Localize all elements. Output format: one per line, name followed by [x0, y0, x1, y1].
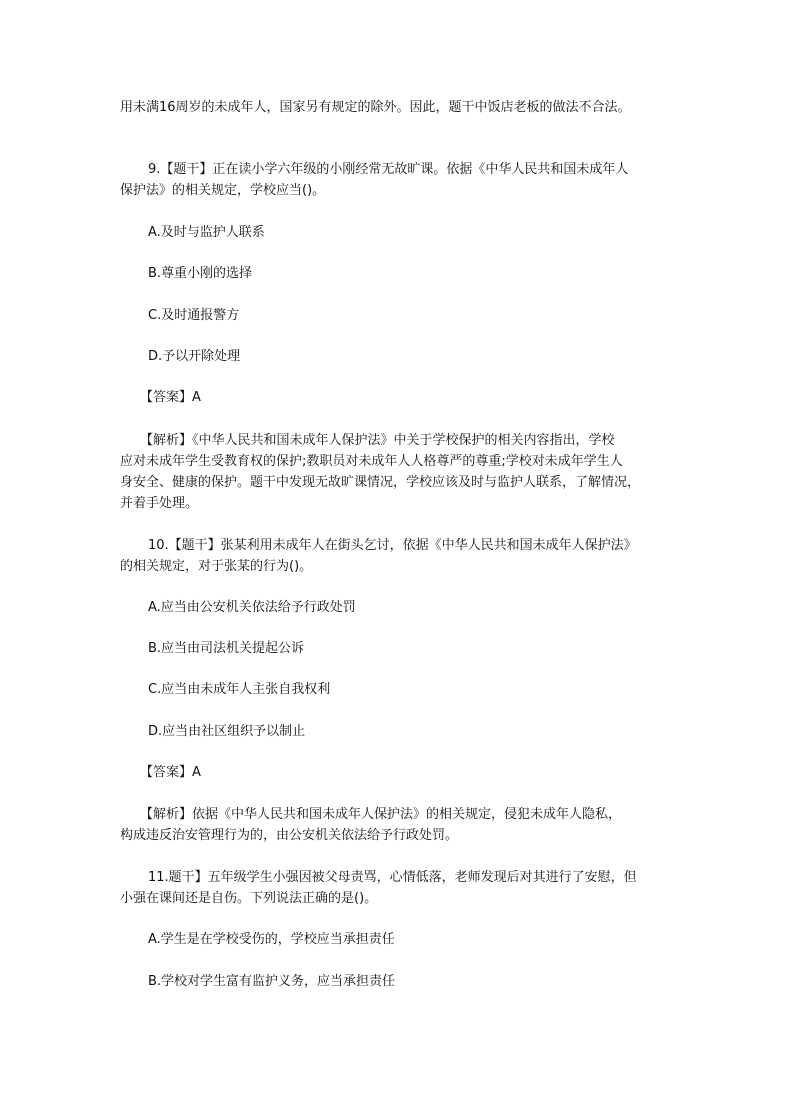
q10-answer: 【答案】A: [140, 765, 201, 780]
q11-stem: [148, 867, 688, 888]
q9-stem: [148, 159, 688, 180]
q10-option-d: D.应当由社区组织予以制止: [148, 724, 306, 739]
q9-stem-line-1: 9.【题干】正在读小学六年级的小刚经常无故旷课。依据《中华人民共和国未成年人: [148, 162, 629, 177]
q10-analysis-first: [140, 804, 680, 825]
q11-option-a: A.学生是在学校受伤的，学校应当承担责任: [148, 932, 395, 947]
q9-analysis-line-4: 并着手处理。: [120, 496, 199, 511]
q9-analysis-first: [140, 430, 680, 451]
q9-option-a: A.及时与监护人联系: [148, 225, 265, 240]
q9-analysis-line-3: 身安全、健康的保护。题干中发现无故旷课情况，学校应该及时与监护人联系，了解情况，: [120, 475, 641, 490]
q10-option-c: C.应当由未成年人主张自我权利: [148, 682, 331, 697]
q9-analysis-line-2: 应对未成年学生受教育权的保护;教职员对未成年人人格尊严的尊重;学校对未成年学生人: [120, 454, 623, 469]
q10-analysis-line-2: 构成违反治安管理行为的，由公安机关依法给予行政处罚。: [120, 828, 459, 843]
q9-analysis-line-1: 【解析】《中华人民共和国未成年人保护法》中关于学校保护的相关内容指出，学校: [140, 433, 615, 448]
q10-analysis-line-1: 【解析】依据《中华人民共和国未成年人保护法》的相关规定，侵犯未成年人隐私，: [140, 807, 622, 822]
q10-option-b: B.应当由司法机关提起公诉: [148, 641, 305, 656]
intro-line: 用未满16周岁的未成年人，国家另有规定的除外。因此，题干中饭店老板的做法不合法。: [120, 100, 631, 115]
q11-option-b: B.学校对学生富有监护义务，应当承担责任: [148, 974, 396, 989]
q10-option-a: A.应当由公安机关依法给予行政处罚: [148, 600, 356, 615]
q10-analysis-rest: [120, 825, 680, 846]
intro-paragraph: [120, 97, 680, 118]
q10-stem-line-2: 的相关规定，对于张某的行为()。: [120, 559, 313, 574]
q10-stem-line-1: 10.【题干】张某利用未成年人在街头乞讨，依据《中华人民共和国未成年人保护法》: [148, 538, 637, 553]
q9-option-b: B.尊重小刚的选择: [148, 266, 253, 281]
q10-stem: [148, 535, 688, 556]
q9-option-c: C.及时通报警方: [148, 308, 240, 323]
q11-stem-cont: [120, 888, 680, 909]
q10-stem-cont: [120, 556, 680, 577]
q9-answer: 【答案】A: [140, 390, 201, 405]
q11-stem-line-1: 11.题干】五年级学生小强因被父母责骂，心情低落，老师发现后对其进行了安慰，但: [148, 870, 637, 885]
q9-stem-cont: [120, 180, 680, 201]
q9-analysis-rest: [120, 451, 680, 514]
q9-option-d: D.予以开除处理: [148, 349, 241, 364]
q11-stem-line-2: 小强在课间还是自伤。下列说法正确的是()。: [120, 891, 378, 906]
q9-stem-line-2: 保护法》的相关规定，学校应当()。: [120, 183, 326, 198]
